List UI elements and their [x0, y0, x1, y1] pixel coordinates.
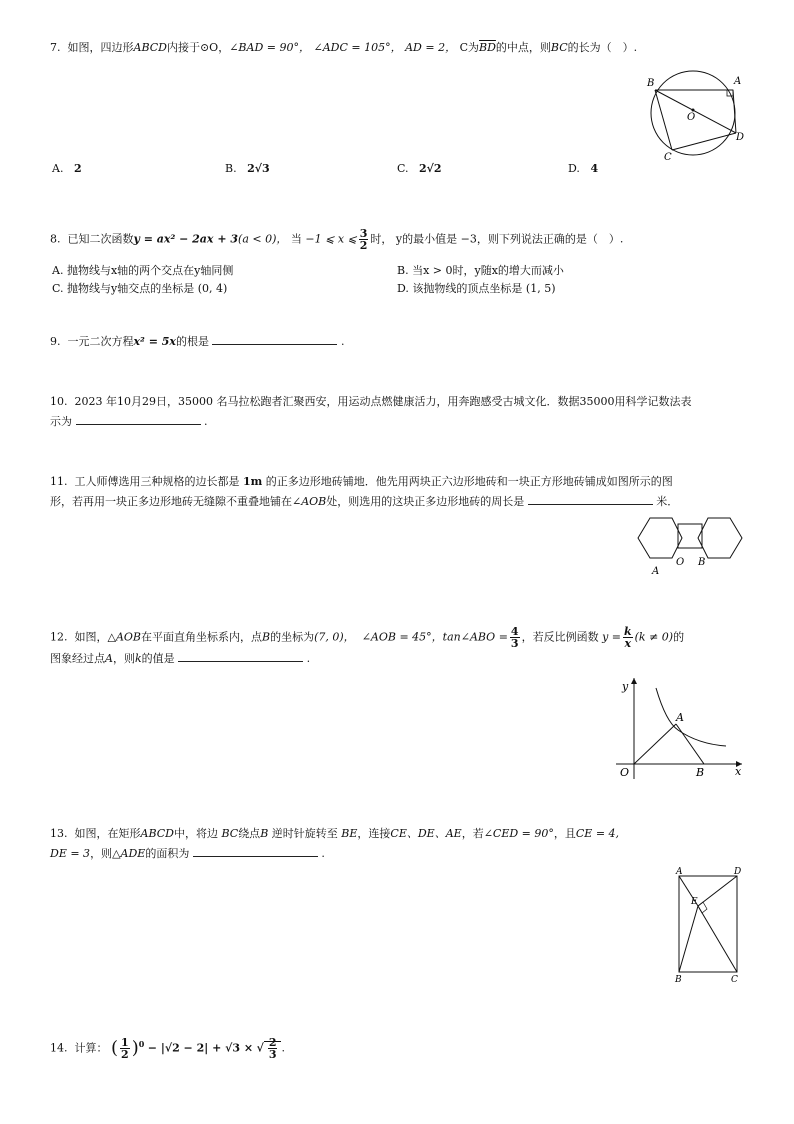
q13-text: BE [341, 827, 358, 840]
q7-option-d [568, 162, 598, 175]
frac-num: 1 [121, 1036, 129, 1050]
q8-text: 当 [290, 232, 302, 246]
question-11 [50, 472, 744, 512]
option-value: 2√3 [247, 162, 270, 175]
q13-text: ，若 [461, 827, 484, 840]
q13-text: 绕点 [238, 827, 261, 840]
q9-answer-blank[interactable] [212, 332, 337, 345]
q12-answer-blank[interactable] [178, 649, 303, 662]
q14-sqrt-fraction [268, 1037, 278, 1060]
option-value: 2 [73, 162, 82, 175]
q13-cond: DE = 3 [50, 847, 91, 860]
q14-sqrt-sign: √ [256, 1041, 264, 1055]
q9-text: 一元二次方程 [67, 335, 134, 348]
q7-text: 如图，四边形 [67, 41, 134, 54]
q12-cond: ∠AOB = 45°， [361, 630, 443, 644]
q13-label-b: B [675, 975, 682, 985]
q13-cond: ∠CED = 90° [483, 827, 554, 840]
q12-text: 图象经过点 [50, 652, 105, 665]
q13-text: 逆时针旋转至 [271, 827, 338, 840]
q7-text: 的长为（ ）. [567, 41, 638, 54]
q12-cond: tan∠ABO = [442, 630, 508, 644]
option-value: 2√2 [419, 162, 442, 175]
q7-text: 内接于⊙O， [166, 41, 230, 54]
q14-exponent: 0 [138, 1039, 145, 1049]
q7-circle-diagram [640, 68, 750, 163]
q12-text: k [134, 652, 142, 665]
frac-den: 2 [359, 239, 368, 252]
q8-text: 时， [370, 232, 393, 246]
q11-text: 的正多边形地砖铺地．他先用两块正六边形地砖和一块正方形地砖铺成如图所示的图 [265, 475, 673, 488]
q8-option-b [397, 262, 564, 278]
q10-end: . [204, 415, 208, 428]
q12-text: ，则 [112, 652, 135, 665]
q7-number: 7. [50, 41, 61, 54]
q11-end: 米． [656, 495, 679, 508]
q12-label-o: O [620, 766, 630, 779]
frac-den: 3 [510, 637, 519, 650]
question-9 [50, 332, 744, 352]
q13-text: BC [221, 827, 239, 840]
q14-number: 14. [50, 1041, 68, 1055]
q12-text: A [105, 652, 113, 665]
frac-den: x [624, 637, 632, 650]
frac-num: 3 [359, 227, 368, 240]
q13-label-a: A [676, 867, 683, 877]
q12-text: 如图， [74, 630, 108, 644]
q12-text: ，若反比例函数 [521, 630, 599, 644]
q11-text: 处，则选用的这块正多边形地砖的周长是 [326, 495, 525, 508]
q13-label-c: C [731, 975, 738, 985]
q11-answer-blank[interactable] [528, 492, 653, 505]
q8-text: (a < 0)， [238, 232, 288, 246]
option-letter: D. [568, 162, 580, 175]
q10-number: 10. [50, 395, 68, 408]
option-letter: B. [225, 162, 237, 175]
q12-number: 12. [50, 630, 68, 644]
q8-fraction [359, 228, 369, 251]
q11-label-a: A [652, 566, 660, 577]
q7-text: ∠BAD = 90°， [229, 41, 310, 54]
question-7 [50, 38, 744, 58]
option-value: 4 [590, 162, 599, 175]
question-13 [50, 824, 744, 864]
option-value: 抛物线与x轴的两个交点在y轴同侧 [66, 264, 234, 277]
q7-text: BC [550, 41, 568, 54]
q13-answer-blank[interactable] [193, 844, 318, 857]
question-10 [50, 392, 744, 432]
q10-text: 示为 [50, 415, 72, 428]
q14-fraction [120, 1037, 130, 1060]
q12-tan-fraction [510, 626, 520, 649]
q8-option-a [52, 262, 233, 278]
q12-text: 的坐标为 [270, 630, 315, 644]
q7-label-d: D [736, 132, 745, 143]
q13-label-d: D [734, 867, 742, 877]
q9-equation: x² = 5x [133, 335, 176, 348]
q11-label-o: O [676, 557, 685, 568]
q13-text: 中，将边 [173, 827, 218, 840]
q8-text: y的最小值是 −3，则下列说法正确的是（ ）. [395, 232, 624, 246]
q13-text: ABCD [140, 827, 174, 840]
q12-coord: (7, 0)， [314, 630, 355, 644]
frac-den: 3 [268, 1048, 277, 1062]
q13-label-e: E [691, 897, 698, 907]
q7-text: 的中点，则 [495, 41, 551, 54]
frac-num: 2 [268, 1036, 277, 1050]
q14-expression: − |√2 − 2| + √3 × [147, 1041, 254, 1055]
q13-text: ，则 [90, 847, 113, 860]
q8-option-d [397, 280, 556, 296]
q12-label-a: A [676, 711, 684, 724]
q13-text: △ADE [112, 847, 146, 860]
q7-text: ABCD [133, 41, 167, 54]
q13-text: 如图，在矩形 [74, 827, 141, 840]
q14-end: . [281, 1041, 285, 1055]
q11-angle: ∠AOB [292, 495, 327, 508]
option-letter: B. [397, 264, 409, 277]
option-letter: C. [52, 282, 64, 295]
q13-rectangle-diagram [670, 864, 750, 986]
q11-text: 形，若再用一块正多边形地砖无缝隙不重叠地铺在 [50, 495, 292, 508]
q8-option-c [52, 280, 227, 296]
frac-den: 2 [121, 1048, 129, 1062]
q13-text: B [260, 827, 269, 840]
q9-end: . [340, 335, 345, 348]
q13-text: 的面积为 [145, 847, 190, 860]
q7-option-b [225, 162, 270, 175]
option-letter: D. [397, 282, 409, 295]
q10-answer-blank[interactable] [76, 412, 201, 425]
q14-paren: ( [111, 1037, 119, 1059]
question-14 [50, 1030, 744, 1063]
q12-figure [614, 674, 749, 784]
q11-number: 11. [50, 475, 68, 488]
q12-text: 在平面直角坐标系内，点 [141, 630, 263, 644]
q7-label-c: C [664, 152, 672, 163]
option-value: 当x > 0时，y随x的增大而减小 [412, 264, 564, 277]
q9-text: 的根是 [175, 335, 209, 348]
q7-figure [640, 68, 750, 163]
q13-text: CE、DE、AE [390, 827, 462, 840]
q13-text: ，连接 [357, 827, 391, 840]
q7-label-b: B [647, 78, 655, 89]
q13-figure [670, 864, 750, 986]
q7-label-a: A [734, 76, 742, 87]
q7-option-c [397, 162, 442, 175]
q11-tiles-diagram [630, 512, 745, 580]
option-letter: A. [52, 162, 64, 175]
option-value: 该抛物线的顶点坐标是 (1, 5) [412, 282, 556, 295]
q10-text: 2023 年10月29日，35000 名马拉松跑者汇聚西安，用运动点燃健康活力，用奔跑感受古城文化．数据35000用科学记数法表 [74, 395, 692, 408]
option-value: 抛物线与y轴交点的坐标是 (0, 4) [67, 282, 228, 295]
q7-text: ∠ADC = 105°， [313, 41, 402, 54]
q14-sqrt [264, 1036, 282, 1062]
q13-number: 13. [50, 827, 68, 840]
q11-unit: 1m [243, 475, 263, 488]
q13-text: ，且 [553, 827, 576, 840]
q7-label-o: O [687, 112, 696, 123]
q7-text: C为 [459, 41, 480, 54]
q13-end: . [321, 847, 325, 860]
q11-label-b: B [698, 557, 706, 568]
q7-option-a [52, 162, 82, 175]
q11-figure [630, 512, 745, 580]
q12-label-b: B [696, 766, 705, 779]
q12-text: 的 [673, 630, 685, 644]
q8-number: 8. [50, 232, 61, 246]
q7-text: AD = 2， [405, 41, 457, 54]
q7-arc: $\overline{BD}$ [479, 41, 496, 54]
q12-text: △AOB [107, 630, 142, 644]
q14-text: 计算： [74, 1041, 108, 1055]
q8-text: 已知二次函数 [67, 232, 134, 246]
q11-text: 工人师傅选用三种规格的边长都是 [74, 475, 240, 488]
frac-num: k [624, 625, 632, 638]
q12-text: B [262, 630, 271, 644]
option-letter: C. [397, 162, 409, 175]
frac-num: 4 [510, 625, 519, 638]
q12-label-y: y [622, 680, 629, 693]
q12-func: y = [602, 630, 622, 644]
q12-end: . [306, 652, 311, 665]
q14-paren: ) [131, 1037, 139, 1059]
q12-text: 的值是 [141, 652, 175, 665]
question-8 [50, 228, 744, 251]
q9-number: 9. [50, 335, 61, 348]
q13-cond: CE = 4, [575, 827, 620, 840]
q12-coordinate-diagram [614, 674, 749, 784]
q12-label-x: x [735, 765, 742, 778]
option-letter: A. [52, 264, 64, 277]
q8-function: y = ax² − 2ax + 3 [133, 232, 239, 246]
q8-range: −1 ⩽ x ⩽ [305, 232, 357, 246]
q12-func: (k ≠ 0) [634, 630, 674, 644]
q12-func-fraction [623, 626, 633, 649]
question-12 [50, 626, 744, 669]
